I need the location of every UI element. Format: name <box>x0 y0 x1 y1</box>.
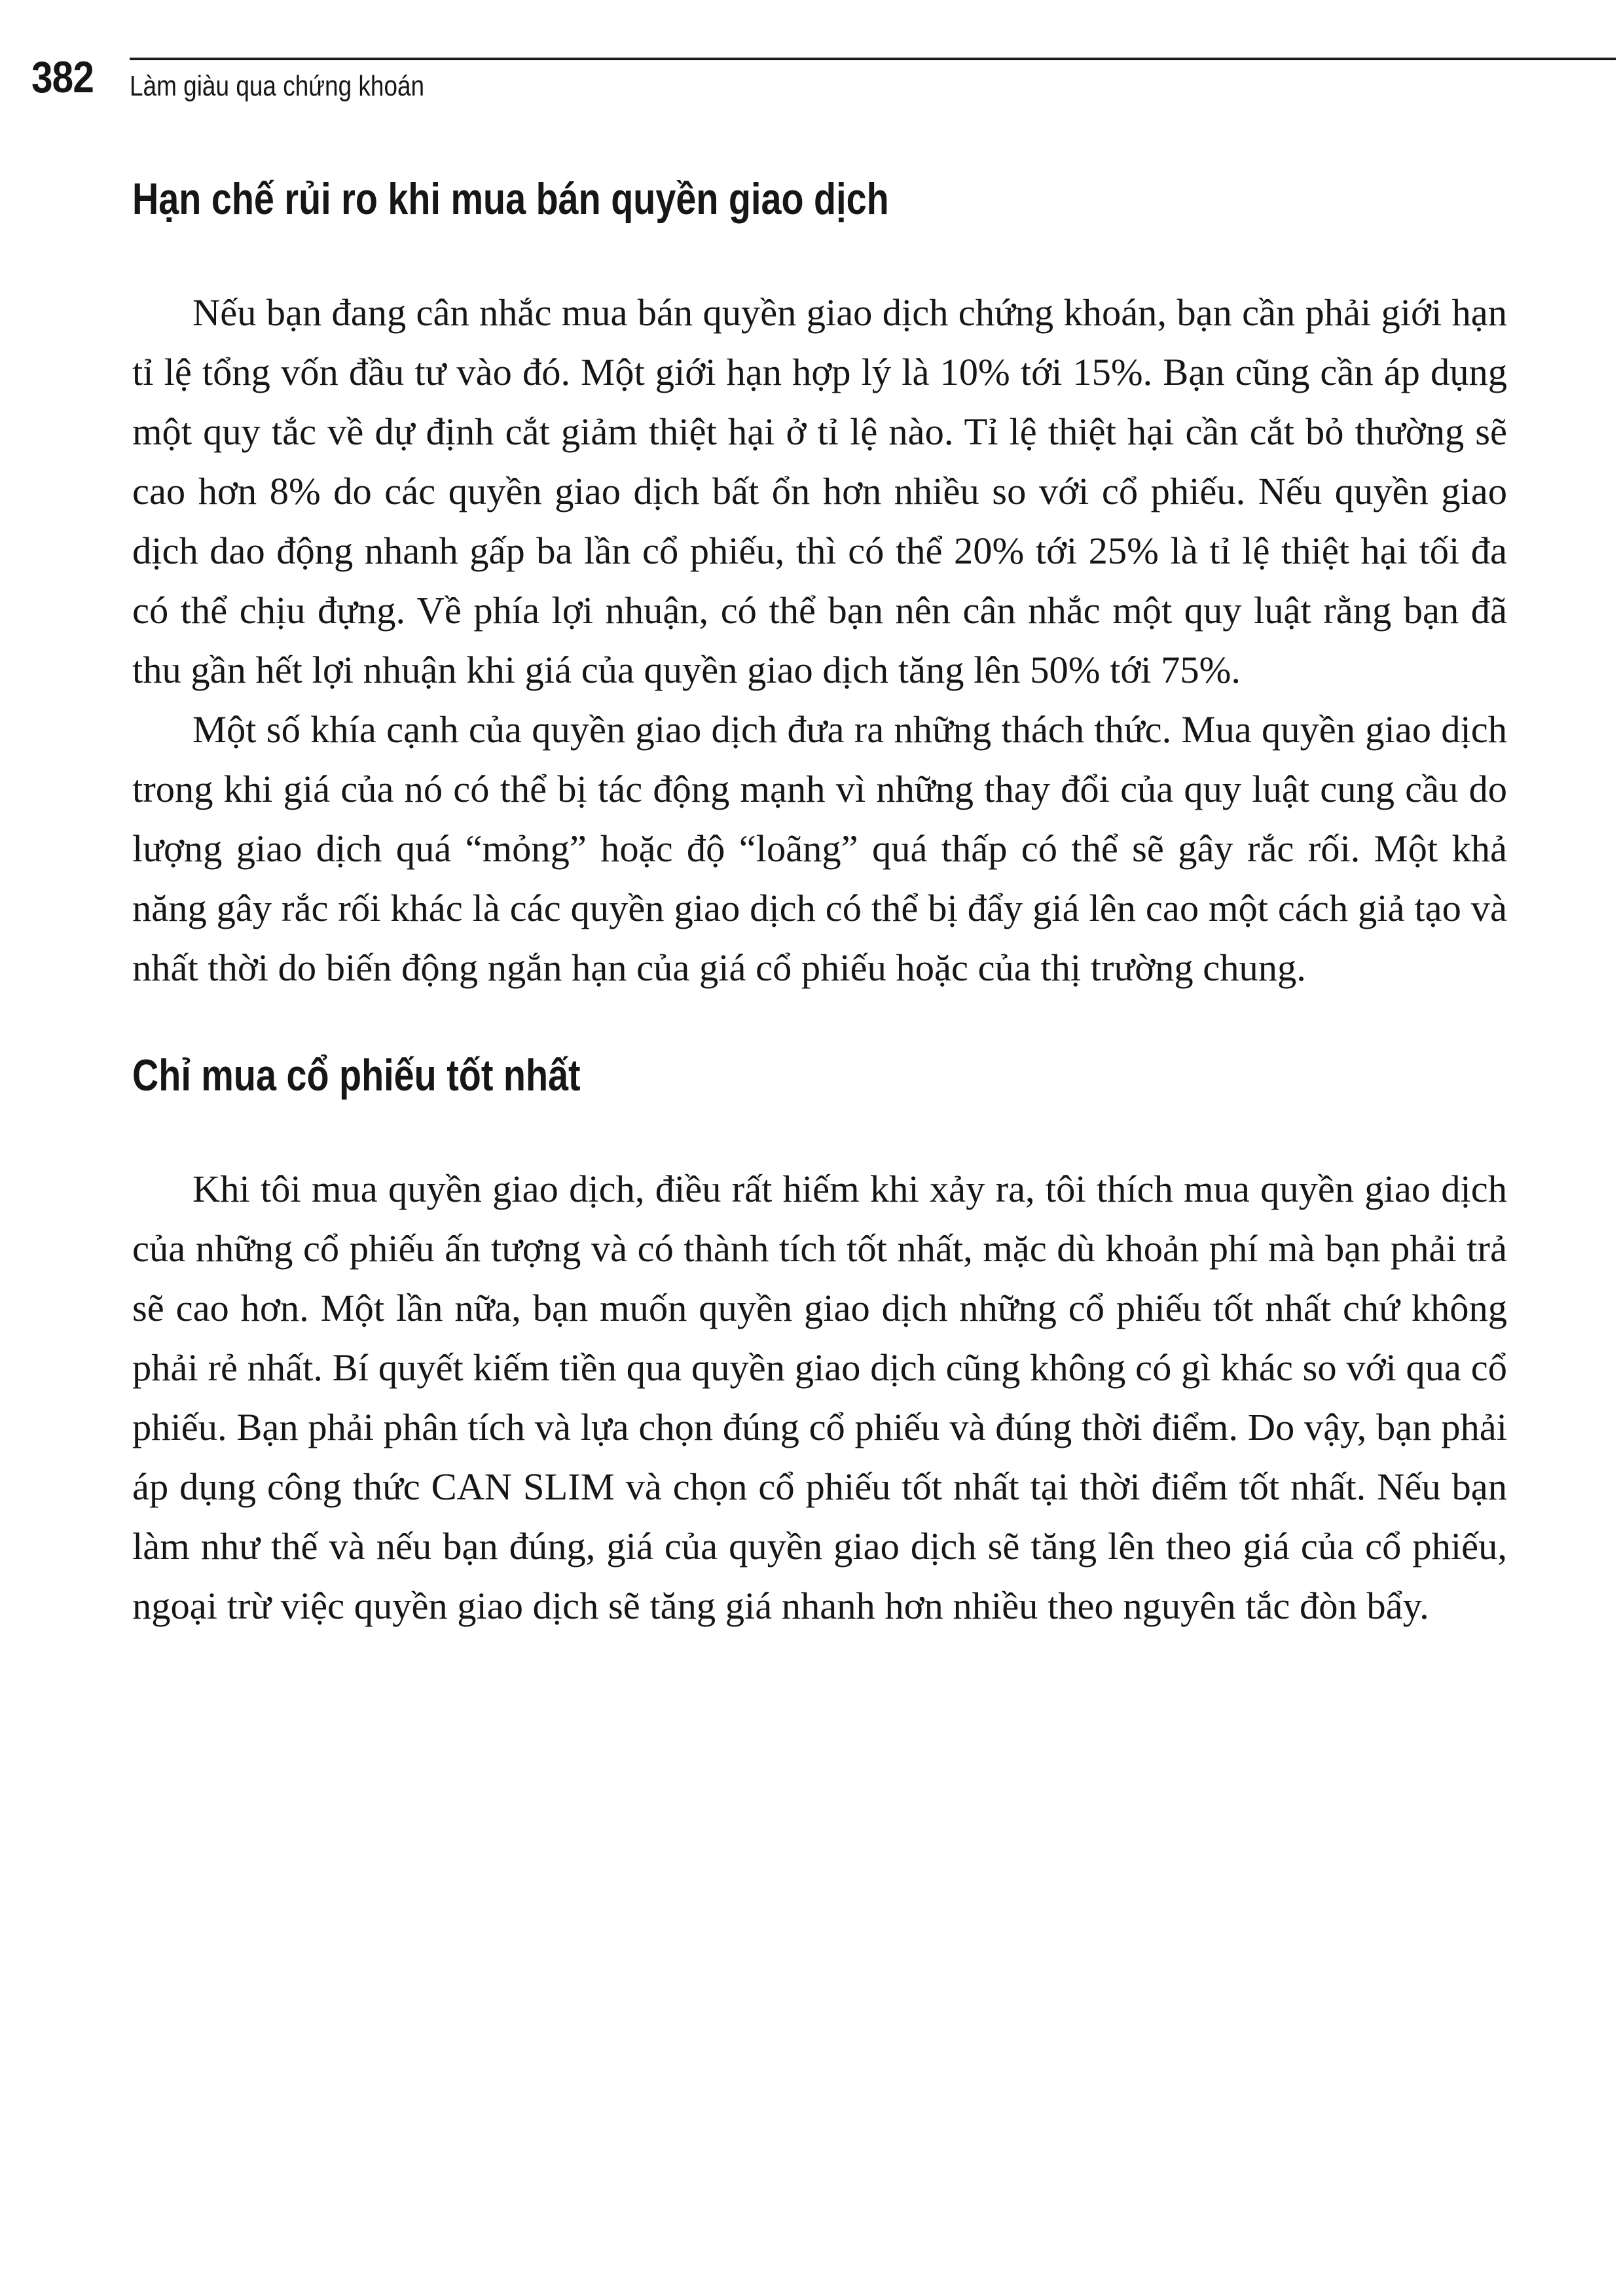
page-body <box>132 174 1507 1636</box>
page-number: 382 <box>31 52 94 102</box>
paragraph: Khi tôi mua quyền giao dịch, điều rất hiếm khi xảy ra, tôi thích mua quyền giao dịch của những cổ phiếu ấn tượng và có thành tích tốt nhất, mặc dù khoản phí mà bạn phải trả sẽ cao hơn. Một lần nữa, bạn muốn quyền giao dịch những cổ phiếu tốt nhất chứ không phải rẻ nhất. Bí quyết kiếm tiền qua quyền giao dịch cũng không có gì khác so với qua cổ phiếu. Bạn phải phân tích và lựa chọn đúng cổ phiếu và đúng thời điểm. Do vậy, bạn phải áp dụng công thức CAN SLIM và chọn cổ phiếu tốt nhất tại thời điểm tốt nhất. Nếu bạn làm như thế và nếu bạn đúng, giá của quyền giao dịch sẽ tăng lên theo giá của cổ phiếu, ngoại trừ việc quyền giao dịch sẽ tăng giá nhanh hơn nhiều theo nguyên tắc đòn bẩy. <box>132 1168 1507 1627</box>
page-header <box>31 51 1616 117</box>
header-rule <box>130 58 1616 60</box>
running-title: Làm giàu qua chứng khoán <box>130 70 425 102</box>
section-heading-risk-limits: Hạn chế rủi ro khi mua bán quyền giao dịch <box>132 174 889 224</box>
paragraph: Một số khía cạnh của quyền giao dịch đưa ra những thách thức. Mua quyền giao dịch trong khi giá của nó có thể bị tác động mạnh vì những thay đổi của quy luật cung cầu do lượng giao dịch quá “mỏng” hoặc độ “loãng” quá thấp có thể sẽ gây rắc rối. Một khả năng gây rắc rối khác là các quyền giao dịch có thể bị đẩy giá lên cao một cách giả tạo và nhất thời do biến động ngắn hạn của giá cổ phiếu hoặc của thị trường chung. <box>132 708 1507 989</box>
paragraph: Nếu bạn đang cân nhắc mua bán quyền giao dịch chứng khoán, bạn cần phải giới hạn tỉ lệ tổng vốn đầu tư vào đó. Một giới hạn hợp lý là 10% tới 15%. Bạn cũng cần áp dụng một quy tắc về dự định cắt giảm thiệt hại ở tỉ lệ nào. Tỉ lệ thiệt hại cần cắt bỏ thường sẽ cao hơn 8% do các quyền giao dịch bất ổn hơn nhiều so với cổ phiếu. Nếu quyền giao dịch dao động nhanh gấp ba lần cổ phiếu, thì có thể 20% tới 25% là tỉ lệ thiệt hại tối đa có thể chịu đựng. Về phía lợi nhuận, có thể bạn nên cân nhắc một quy luật rằng bạn đã thu gần hết lợi nhuận khi giá của quyền giao dịch tăng lên 50% tới 75%. <box>132 291 1507 691</box>
section-heading-best-stocks: Chỉ mua cổ phiếu tốt nhất <box>132 1050 581 1100</box>
